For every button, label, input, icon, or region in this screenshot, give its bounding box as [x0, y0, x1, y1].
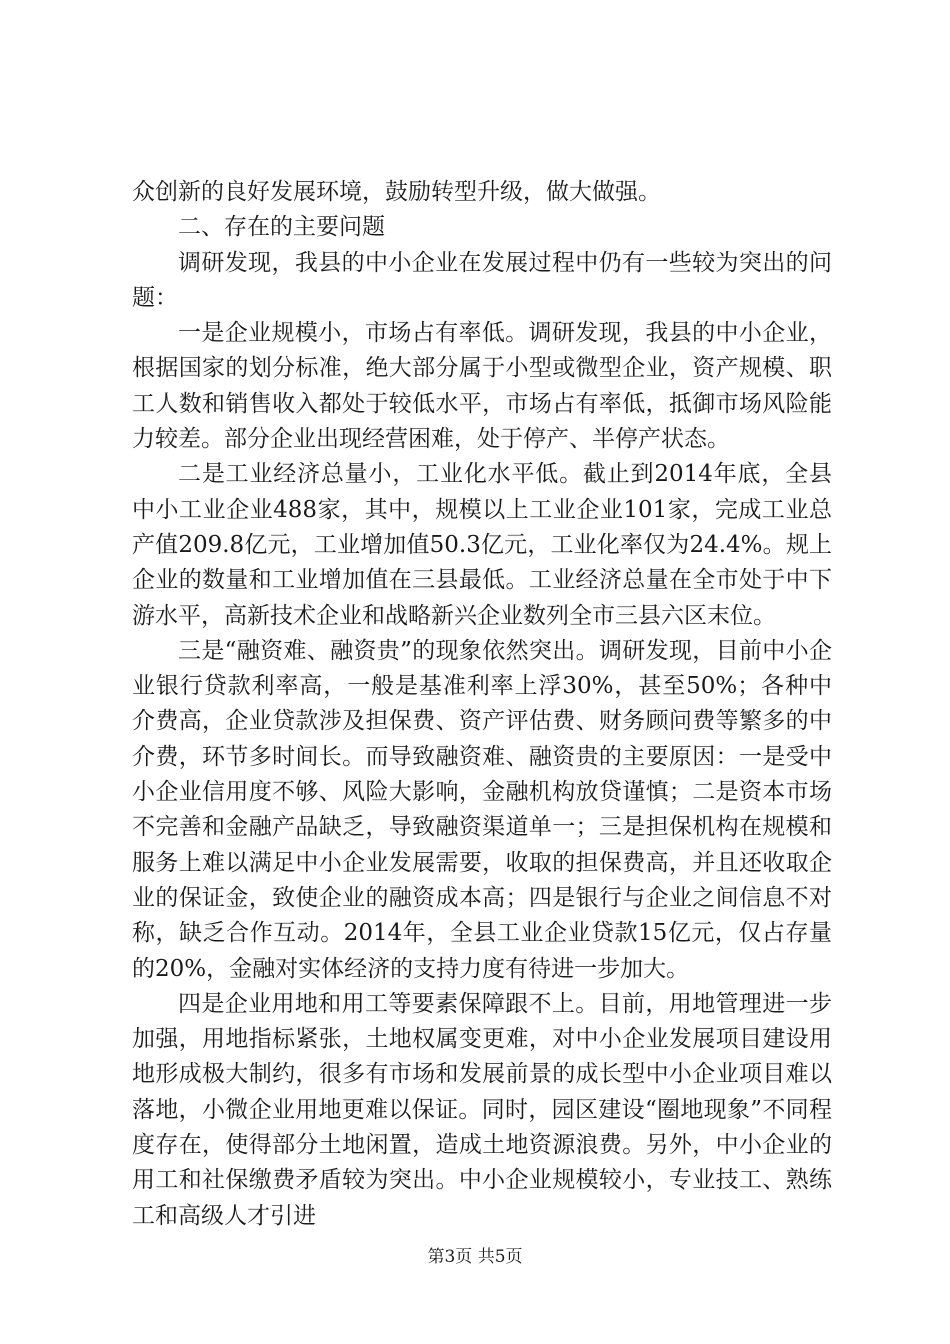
paragraph-continuation: 众创新的良好发展环境，鼓励转型升级，做大做强。	[132, 179, 661, 205]
section-heading: 二、存在的主要问题	[178, 214, 385, 241]
paragraph-issue-4: 四是企业用地和用工等要素保障跟不上。目前，用地管理进一步加强，用地指标紧张，土地权属变更难，对中小企业发展项目建设用地形成极大制约，很多有市场和发展前景的成长型中小企业项目难以落地，小微企业用地更难以保证。同时，园区建设“圈地现象”不同程度存在，使得部分土地闲置，造成土地资源浪费。另外，中小企业的用工和社保缴费矛盾较为突出。中小企业规模较小，专业技工、熟练工和高级人才引进	[132, 990, 832, 1229]
paragraph-intro: 调研发现，我县的中小企业在发展过程中仍有一些较为突出的问题：	[132, 249, 832, 311]
page-number-label: 第3页 共5页	[427, 1247, 523, 1267]
page-footer	[0, 1245, 950, 1269]
paragraph-issue-3: 三是“融资难、融资贵”的现象依然突出。调研发现，目前中小企业银行贷款利率高，一般是基准利率上浮30%，甚至50%；各种中介费高，企业贷款涉及担保费、资产评估费、财务顾问费等繁多的中介费，环节多时间长。而导致融资难、融资贵的主要原因：一是受中小企业信用度不够、风险大影响，金融机构放贷谨慎；二是资本市场不完善和金融产品缺乏，导致融资渠道单一；三是担保机构在规模和服务上难以满足中小企业发展需要，收取的担保费高，并且还收取企业的保证金，致使企业的融资成本高；四是银行与企业之间信息不对称，缺乏合作互动。2014年，全县工业企业贷款15亿元，仅占存量的20%，金融对实体经济的支持力度有待进一步加大。	[132, 637, 832, 982]
paragraph-issue-1: 一是企业规模小，市场占有率低。调研发现，我县的中小企业，根据国家的划分标准，绝大部分属于小型或微型企业，资产规模、职工人数和销售收入都处于较低水平，市场占有率低，抵御市场风险能力较差。部分企业出现经营困难，处于停产、半停产状态。	[132, 320, 832, 453]
paragraph-issue-2: 二是工业经济总量小，工业化水平低。截止到2014年底，全县中小工业企业488家，其中，规模以上工业企业101家，完成工业总产值209.8亿元，工业增加值50.3亿元，工业化率仅为24.4%。规上企业的数量和工业增加值在三县最低。工业经济总量在全市处于中下游水平，高新技术企业和战略新兴企业数列全市三县六区末位。	[132, 461, 832, 629]
document-body	[132, 175, 832, 1234]
